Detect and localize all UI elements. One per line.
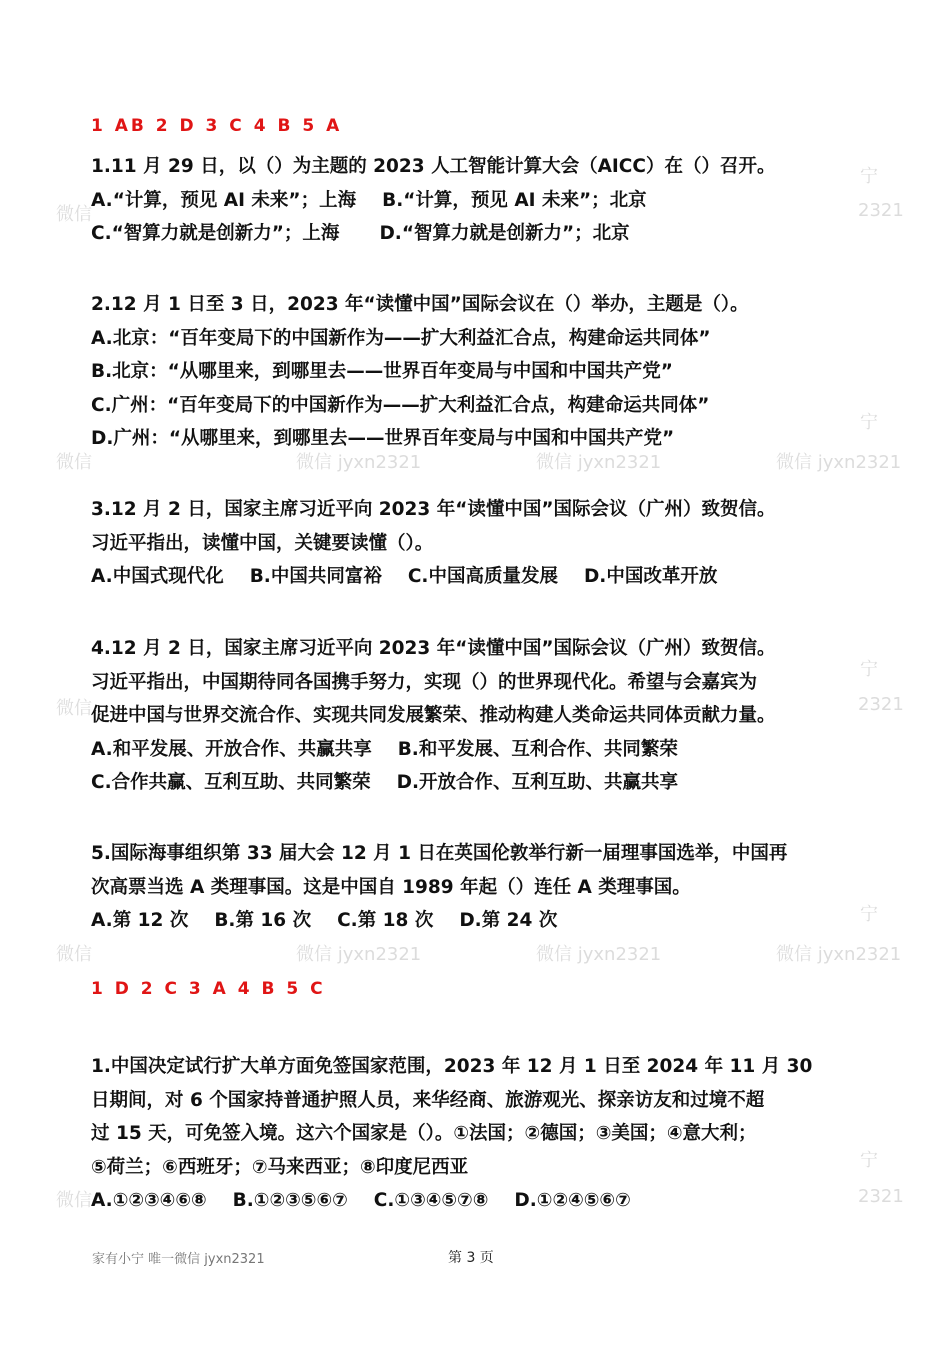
option-a: A.“计算，预见 AI 未来”；上海 [91,189,357,211]
option-b: B.第 16 次 [214,910,312,931]
option-c: C.合作共赢、互利互助、共同繁荣 [91,772,371,793]
question-text: 4.12 月 2 日，国家主席习近平向 2023 年“读懂中国”国际会议（广州）致贺信。 [91,638,776,659]
watermark: 2321 [858,1186,904,1207]
watermark: 宁 [860,659,878,680]
watermark: 2321 [858,694,904,715]
option-row [91,560,871,594]
watermark: 微信 [56,204,92,225]
question-4 [91,632,871,800]
question-text: 5.国际海事组织第 33 届大会 12 月 1 日在英国伦敦举行新一届理事国选举，中国再 [91,843,788,864]
question-text: 习近平指出，中国期待同各国携手努力，实现（）的世界现代化。希望与会嘉宾为 [91,671,758,693]
question-text: 1.中国决定试行扩大单方面免签国家范围，2023 年 12 月 1 日至 2024 年 11 月 30 [91,1056,813,1077]
option-d: D.①②④⑤⑥⑦ [514,1190,631,1211]
watermark: 2321 [858,200,904,221]
option-b: B.“计算，预见 AI 未来”；北京 [382,189,647,211]
watermark: 微信 jyxn2321 [776,944,902,965]
option-row [91,217,871,251]
option-c: C.①③④⑤⑦⑧ [373,1190,489,1211]
question-text: 1.11 月 29 日，以（）为主题的 2023 人工智能计算大会（AICC）在（）召开。 [91,156,776,177]
answer-key: 1 AB 2 D 3 C 4 B 5 A [91,116,343,136]
option-row [91,733,871,767]
option-a: A.北京：“百年变局下的中国新作为——扩大利益汇合点，构建命运共同体” [91,327,711,349]
question-text: 次高票当选 A 类理事国。这是中国自 1989 年起（）连任 A 类理事国。 [91,876,691,898]
watermark: 微信 jyxn2321 [776,452,902,473]
option-a: A.第 12 次 [91,910,189,931]
option-row [91,766,871,800]
option-c: C.中国高质量发展 [407,566,558,587]
option-a: A.中国式现代化 [91,566,224,587]
option-d: D.“智算力就是创新力”；北京 [379,223,630,244]
option-a: A.和平发展、开放合作、共赢共享 [91,738,372,760]
question-text: ⑤荷兰；⑥西班牙；⑦马来西亚；⑧印度尼西亚 [91,1156,469,1178]
option-d: D.开放合作、互利互助、共赢共享 [396,772,678,793]
option-c: C.广州：“百年变局下的中国新作为——扩大利益汇合点，构建命运共同体” [91,394,710,416]
option-d: D.第 24 次 [459,910,558,931]
page-number: 第 3 页 [448,1250,494,1266]
question-3 [91,493,871,594]
option-b: B.北京：“从哪里来，到哪里去——世界百年变局与中国和中国共产党” [91,361,673,382]
watermark: 微信 [56,452,92,473]
option-d: D.中国改革开放 [583,566,718,587]
watermark: 微信 [56,944,92,965]
question-1b [91,1050,871,1218]
footer-brand: 家有小宁 唯一微信 jyxn2321 [92,1252,265,1267]
question-1 [91,150,871,251]
option-a: A.①②③④⑥⑧ [91,1190,207,1211]
option-b: B.和平发展、互利合作、共同繁荣 [397,738,678,760]
question-2 [91,288,871,456]
option-b: B.中国共同富裕 [249,566,382,587]
watermark: 微信 jyxn2321 [536,944,662,965]
option-row [91,184,871,218]
watermark: 微信 [56,698,92,719]
watermark: 微信 jyxn2321 [296,452,422,473]
watermark: 宁 [860,904,878,925]
watermark: 宁 [860,412,878,433]
watermark: 宁 [860,166,878,187]
option-row [91,1184,871,1218]
watermark: 宁 [860,1150,878,1171]
option-c: C.“智算力就是创新力”；上海 [91,223,340,244]
option-c: C.第 18 次 [337,910,434,931]
watermark: 微信 [56,1190,92,1211]
answer-key: 1 D 2 C 3 A 4 B 5 C [91,979,326,999]
question-5 [91,837,871,938]
question-text: 2.12 月 1 日至 3 日，2023 年“读懂中国”国际会议在（）举办，主题是（）。 [91,294,749,315]
option-d: D.广州：“从哪里来，到哪里去——世界百年变局与中国和中国共产党” [91,428,675,449]
question-text: 3.12 月 2 日，国家主席习近平向 2023 年“读懂中国”国际会议（广州）致贺信。 [91,499,776,520]
option-row [91,904,871,938]
watermark: 微信 jyxn2321 [536,452,662,473]
question-text: 日期间，对 6 个国家持普通护照人员，来华经商、旅游观光、探亲访友和过境不超 [91,1089,765,1111]
watermark: 微信 jyxn2321 [296,944,422,965]
question-text: 促进中国与世界交流合作、实现共同发展繁荣、推动构建人类命运共同体贡献力量。 [91,705,776,726]
question-text: 习近平指出，读懂中国，关键要读懂（）。 [91,532,434,554]
question-text: 过 15 天，可免签入境。这六个国家是（）。①法国；②德国；③美国；④意大利； [91,1123,757,1144]
option-b: B.①②③⑤⑥⑦ [232,1190,348,1211]
